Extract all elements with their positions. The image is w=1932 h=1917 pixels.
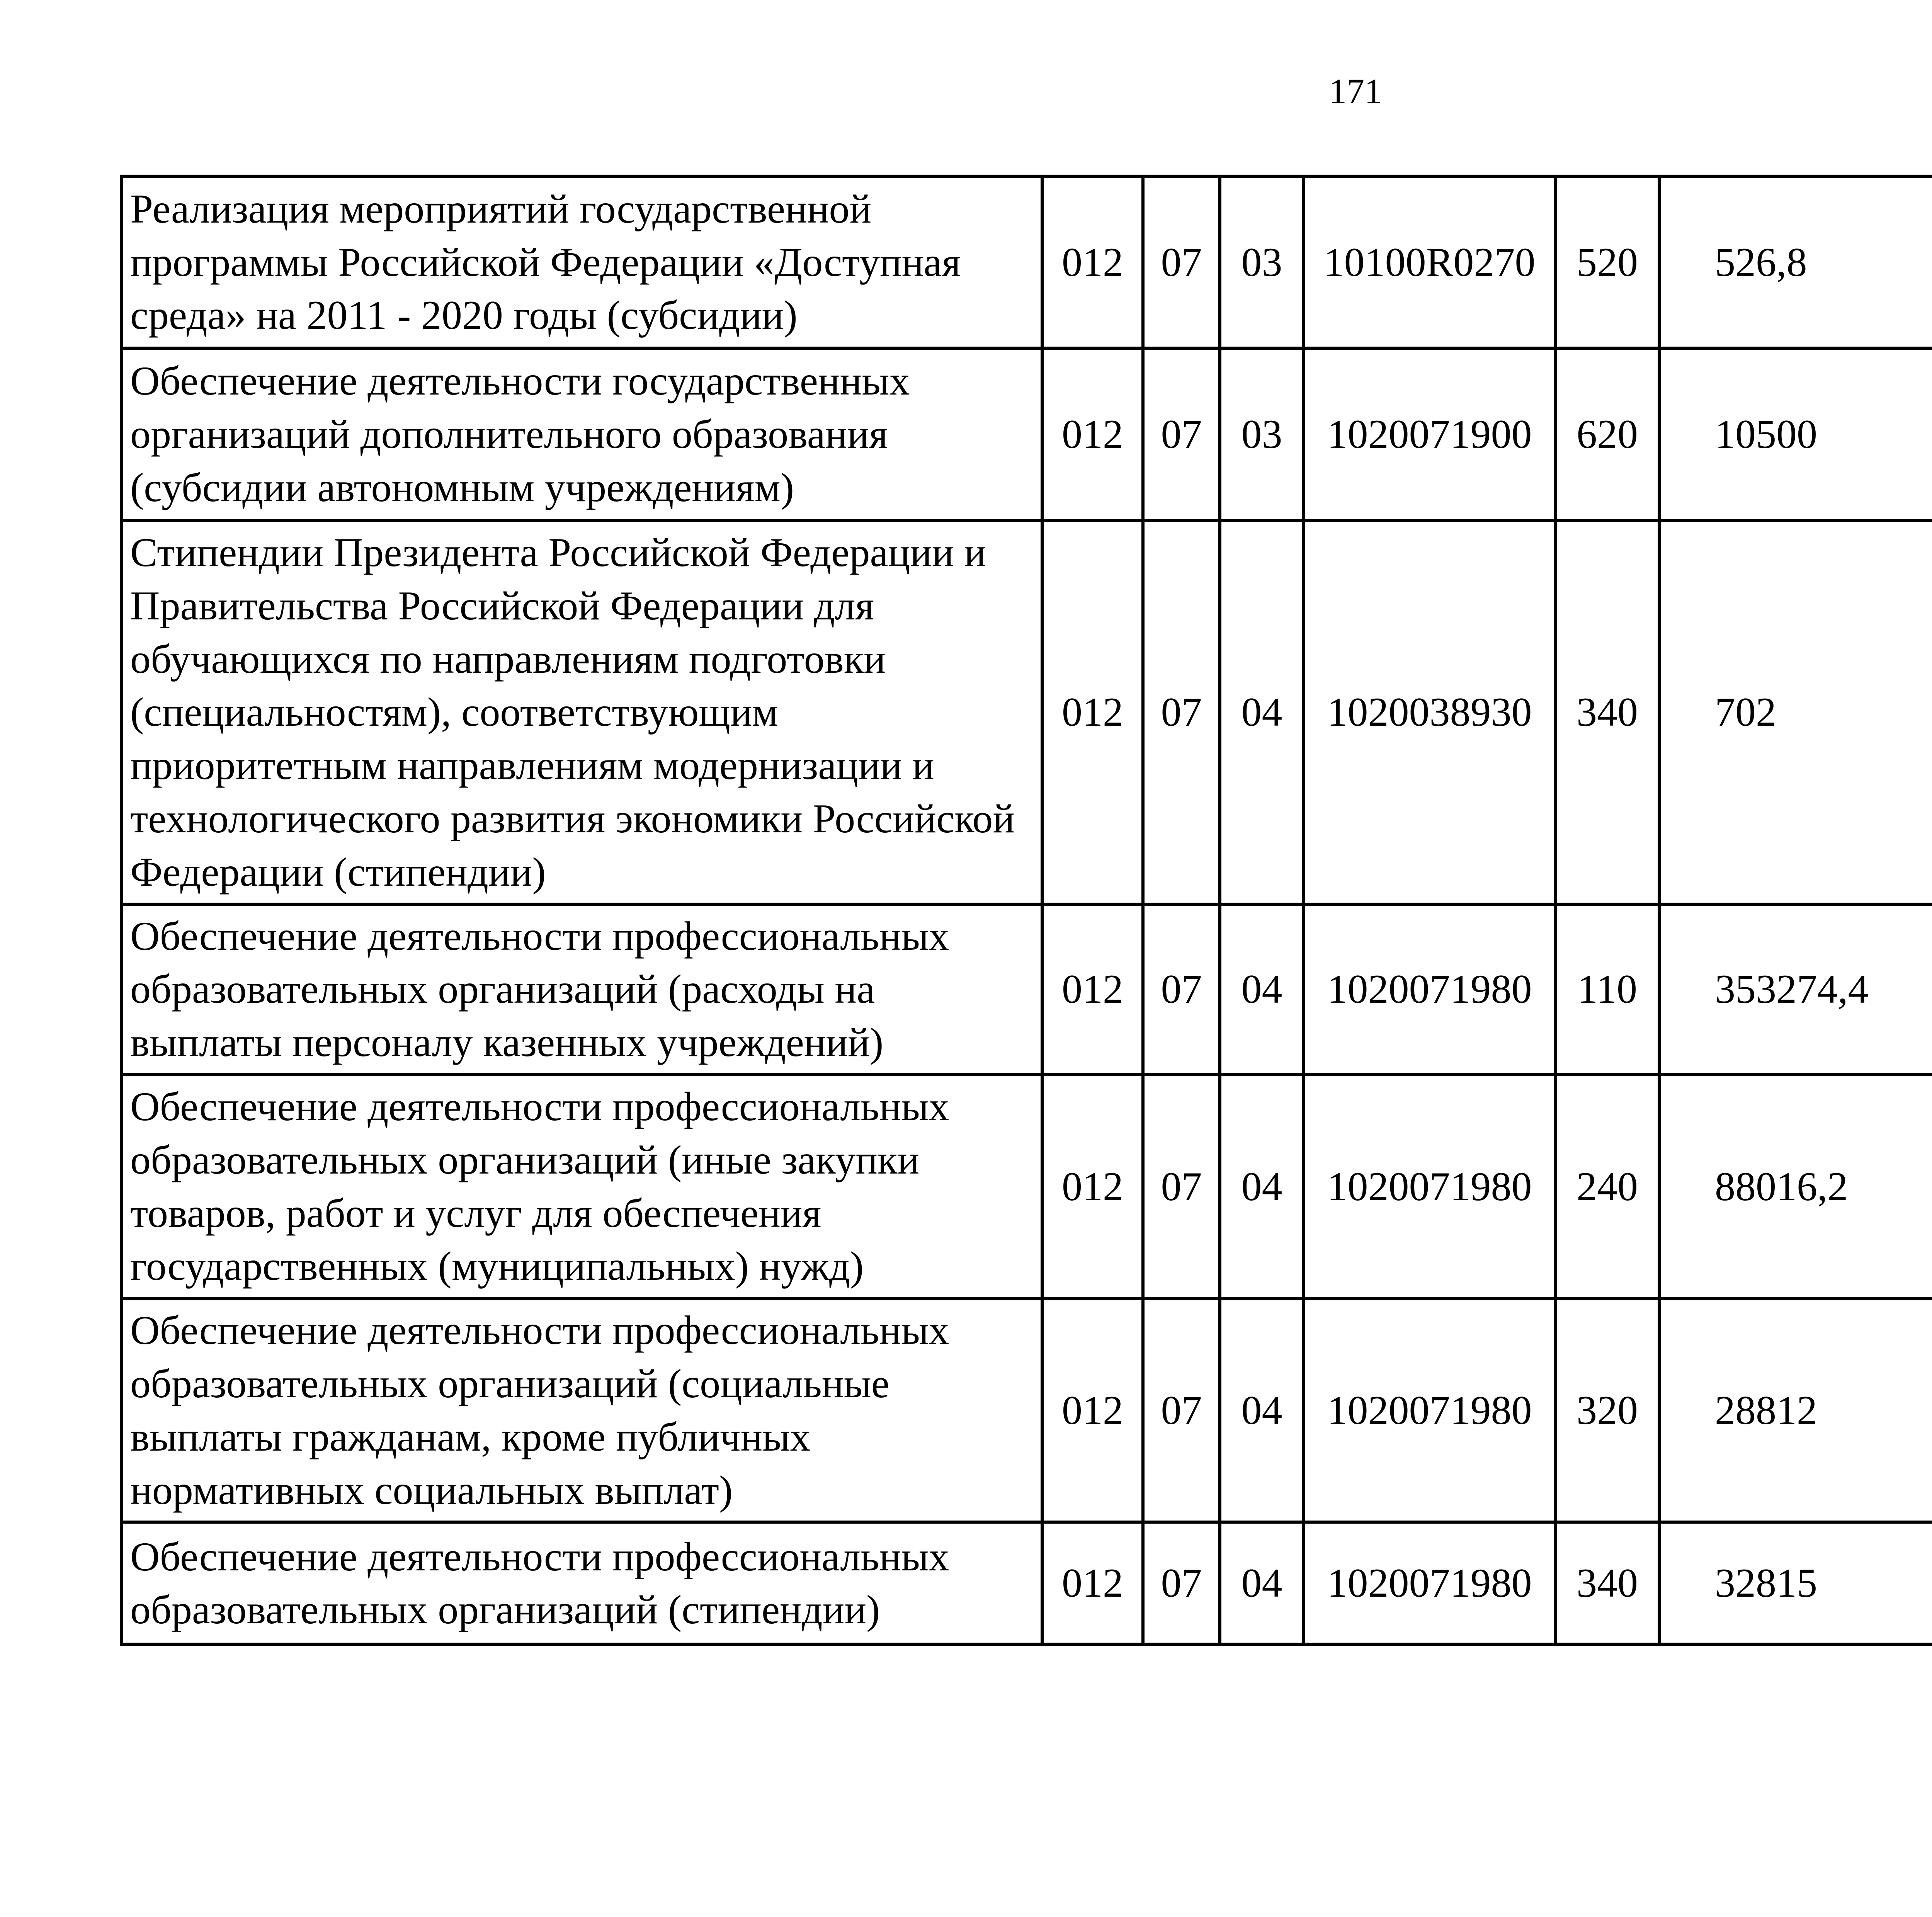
ministry-code: 012 — [1042, 1075, 1143, 1298]
subsection-code: 04 — [1220, 520, 1304, 904]
row-description: Обеспечение деятельности профессиональных образовательных организаций (расходы на выплаты персоналу казенных учреждений) — [122, 904, 1042, 1075]
sum-year-1: 353274,4 — [1659, 904, 1932, 1075]
target-article-code: 1020071980 — [1304, 1298, 1555, 1522]
subsection-code: 04 — [1220, 904, 1304, 1075]
section-code: 07 — [1143, 176, 1220, 348]
row-description: Стипендии Президента Российской Федерации и Правительства Российской Федерации для обучающихся по направлениям подготовки (специальностям), соответствующим приоритетным направлениям модернизации и технологического развития экономики Российской Федерации (стипендии) — [122, 520, 1042, 904]
section-code: 07 — [1143, 1522, 1220, 1644]
sum-year-1: 702 — [1659, 520, 1932, 904]
ministry-code: 012 — [1042, 1298, 1143, 1522]
ministry-code: 012 — [1042, 176, 1143, 348]
sum-year-1: 32815 — [1659, 1522, 1932, 1644]
section-code: 07 — [1143, 348, 1220, 520]
table-row — [122, 348, 1932, 520]
section-code: 07 — [1143, 520, 1220, 904]
subsection-code: 03 — [1220, 348, 1304, 520]
ministry-code: 012 — [1042, 1522, 1143, 1644]
section-code: 07 — [1143, 1075, 1220, 1298]
target-article-code: 1020071980 — [1304, 1075, 1555, 1298]
subsection-code: 04 — [1220, 1522, 1304, 1644]
target-article-code: 1020071980 — [1304, 904, 1555, 1075]
section-code: 07 — [1143, 1298, 1220, 1522]
expense-type-code: 520 — [1555, 176, 1659, 348]
expense-type-code: 620 — [1555, 348, 1659, 520]
table-row — [122, 1075, 1932, 1298]
ministry-code: 012 — [1042, 520, 1143, 904]
subsection-code: 04 — [1220, 1075, 1304, 1298]
sum-year-1: 88016,2 — [1659, 1075, 1932, 1298]
subsection-code: 03 — [1220, 176, 1304, 348]
row-description: Обеспечение деятельности профессиональных образовательных организаций (иные закупки товаров, работ и услуг для обеспечения государственных (муниципальных) нужд) — [122, 1075, 1042, 1298]
table-row — [122, 904, 1932, 1075]
target-article-code: 1020038930 — [1304, 520, 1555, 904]
sum-year-1: 10500 — [1659, 348, 1932, 520]
expense-type-code: 340 — [1555, 1522, 1659, 1644]
target-article-code: 1020071980 — [1304, 1522, 1555, 1644]
sum-year-1: 28812 — [1659, 1298, 1932, 1522]
target-article-code: 10100R0270 — [1304, 176, 1555, 348]
table-row — [122, 176, 1932, 348]
ministry-code: 012 — [1042, 904, 1143, 1075]
expense-type-code: 340 — [1555, 520, 1659, 904]
subsection-code: 04 — [1220, 1298, 1304, 1522]
page-number: 171 — [1329, 71, 1382, 111]
table-row — [122, 520, 1932, 904]
row-description: Реализация мероприятий государственной программы Российской Федерации «Доступная среда» на 2011 - 2020 годы (субсидии) — [122, 176, 1042, 348]
expense-type-code: 320 — [1555, 1298, 1659, 1522]
target-article-code: 1020071900 — [1304, 348, 1555, 520]
row-description: Обеспечение деятельности профессиональных образовательных организаций (социальные выплаты гражданам, кроме публичных нормативных социальных выплат) — [122, 1298, 1042, 1522]
sum-year-1: 526,8 — [1659, 176, 1932, 348]
section-code: 07 — [1143, 904, 1220, 1075]
row-description: Обеспечение деятельности профессиональных образовательных организаций (стипендии) — [122, 1522, 1042, 1644]
table-row — [122, 1522, 1932, 1644]
ministry-code: 012 — [1042, 348, 1143, 520]
expense-type-code: 240 — [1555, 1075, 1659, 1298]
budget-table — [120, 175, 1932, 1646]
expense-type-code: 110 — [1555, 904, 1659, 1075]
table-row — [122, 1298, 1932, 1522]
row-description: Обеспечение деятельности государственных организаций дополнительного образования (субсидии автономным учреждениям) — [122, 348, 1042, 520]
